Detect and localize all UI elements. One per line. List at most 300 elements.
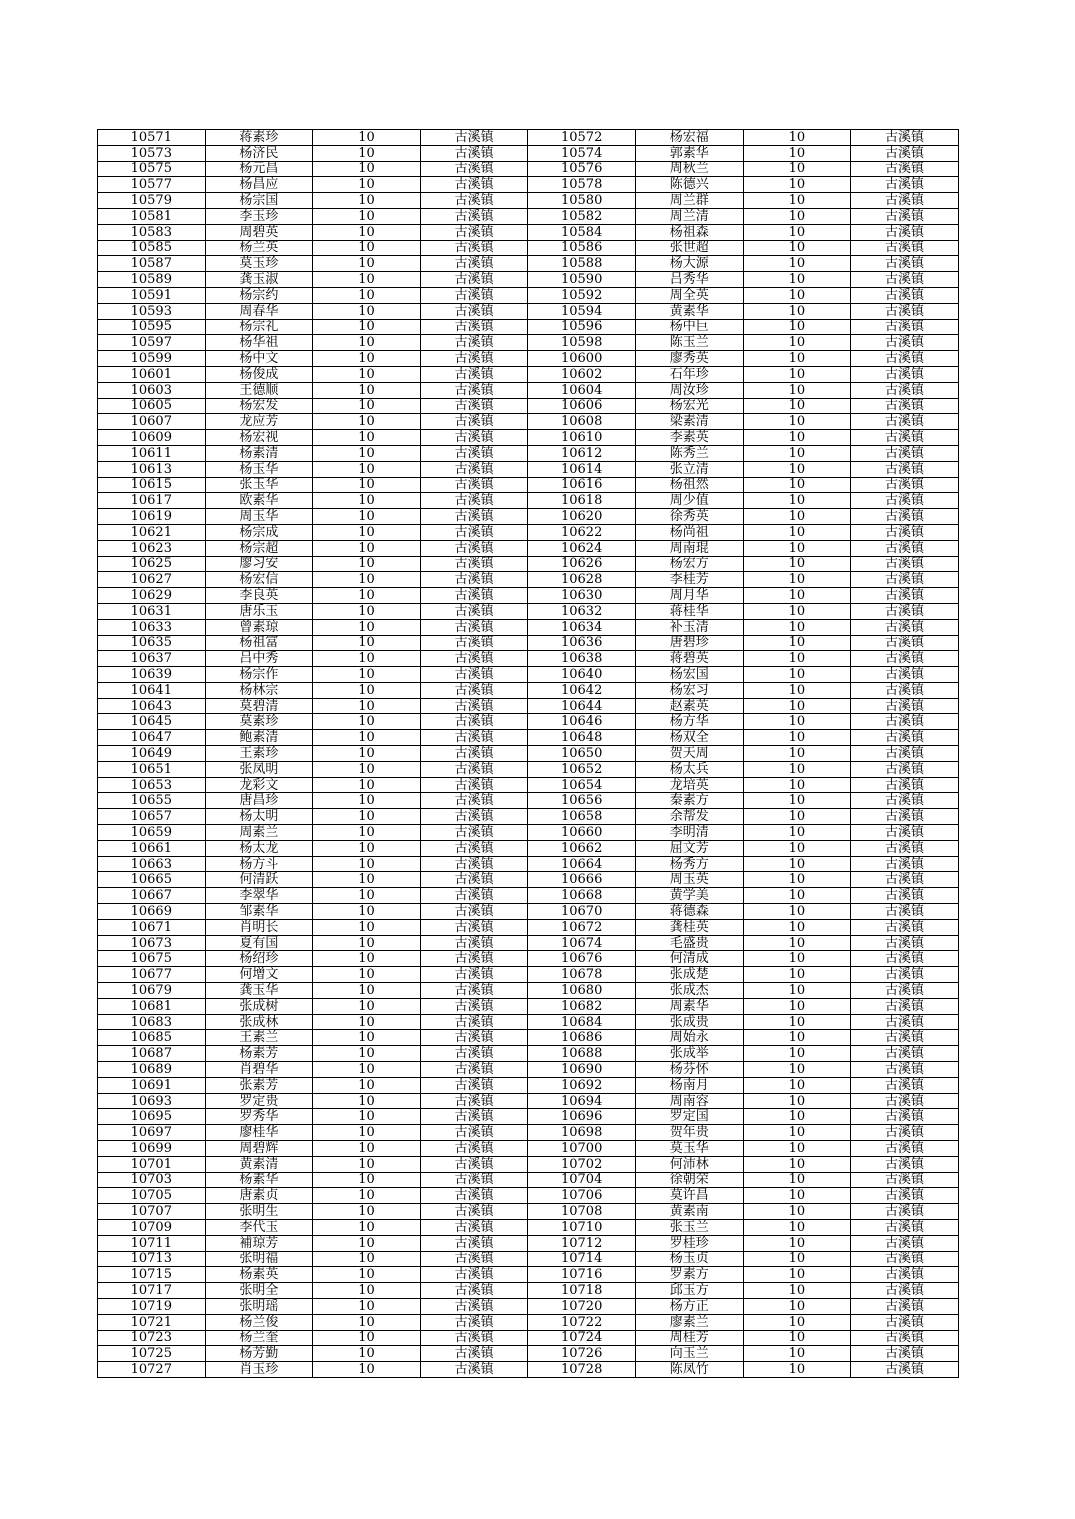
right-town-cell: 古溪镇 xyxy=(851,619,959,635)
left-town-cell: 古溪镇 xyxy=(420,445,528,461)
right-group-cell: 10 xyxy=(743,588,851,604)
right-group-cell: 10 xyxy=(743,1172,851,1188)
right-name-cell: 周桂芳 xyxy=(635,1330,743,1346)
left-name-cell: 杨宏视 xyxy=(205,430,313,446)
left-group-cell: 10 xyxy=(313,746,421,762)
right-name-cell: 廖秀英 xyxy=(635,351,743,367)
left-id-cell: 10719 xyxy=(98,1298,206,1314)
left-town-cell: 古溪镇 xyxy=(420,635,528,651)
table-row xyxy=(98,335,959,351)
left-group-cell: 10 xyxy=(313,714,421,730)
right-id-cell: 10600 xyxy=(528,351,636,367)
left-group-cell: 10 xyxy=(313,145,421,161)
right-name-cell: 秦素方 xyxy=(635,793,743,809)
left-group-cell: 10 xyxy=(313,856,421,872)
left-id-cell: 10579 xyxy=(98,193,206,209)
right-name-cell: 杨秀方 xyxy=(635,856,743,872)
table-row xyxy=(98,1109,959,1125)
left-id-cell: 10685 xyxy=(98,1030,206,1046)
right-group-cell: 10 xyxy=(743,477,851,493)
left-town-cell: 古溪镇 xyxy=(420,1014,528,1030)
table-row xyxy=(98,1362,959,1378)
right-group-cell: 10 xyxy=(743,730,851,746)
right-town-cell: 古溪镇 xyxy=(851,224,959,240)
right-town-cell: 古溪镇 xyxy=(851,1062,959,1078)
left-name-cell: 補琼芳 xyxy=(205,1235,313,1251)
left-town-cell: 古溪镇 xyxy=(420,1330,528,1346)
left-id-cell: 10689 xyxy=(98,1062,206,1078)
table-row xyxy=(98,698,959,714)
right-id-cell: 10714 xyxy=(528,1251,636,1267)
table-row xyxy=(98,256,959,272)
right-town-cell: 古溪镇 xyxy=(851,130,959,146)
right-name-cell: 杨宏国 xyxy=(635,667,743,683)
left-name-cell: 张明瑶 xyxy=(205,1298,313,1314)
right-group-cell: 10 xyxy=(743,145,851,161)
right-town-cell: 古溪镇 xyxy=(851,588,959,604)
right-name-cell: 杨太兵 xyxy=(635,761,743,777)
left-name-cell: 杨素华 xyxy=(205,1172,313,1188)
right-id-cell: 10700 xyxy=(528,1141,636,1157)
left-name-cell: 唐昌珍 xyxy=(205,793,313,809)
left-name-cell: 杨宗国 xyxy=(205,193,313,209)
right-id-cell: 10678 xyxy=(528,967,636,983)
right-name-cell: 张玉兰 xyxy=(635,1219,743,1235)
right-group-cell: 10 xyxy=(743,1014,851,1030)
right-name-cell: 陈德兴 xyxy=(635,177,743,193)
left-group-cell: 10 xyxy=(313,1362,421,1378)
right-group-cell: 10 xyxy=(743,856,851,872)
left-id-cell: 10695 xyxy=(98,1109,206,1125)
left-group-cell: 10 xyxy=(313,1172,421,1188)
left-name-cell: 周碧英 xyxy=(205,224,313,240)
left-group-cell: 10 xyxy=(313,445,421,461)
right-id-cell: 10724 xyxy=(528,1330,636,1346)
right-name-cell: 向玉兰 xyxy=(635,1346,743,1362)
left-id-cell: 10621 xyxy=(98,524,206,540)
table-row xyxy=(98,145,959,161)
left-group-cell: 10 xyxy=(313,351,421,367)
left-name-cell: 肖玉珍 xyxy=(205,1362,313,1378)
left-town-cell: 古溪镇 xyxy=(420,998,528,1014)
table-row xyxy=(98,1172,959,1188)
table-row xyxy=(98,287,959,303)
left-town-cell: 古溪镇 xyxy=(420,967,528,983)
left-name-cell: 杨中文 xyxy=(205,351,313,367)
left-town-cell: 古溪镇 xyxy=(420,556,528,572)
left-id-cell: 10687 xyxy=(98,1046,206,1062)
left-name-cell: 张凤明 xyxy=(205,761,313,777)
right-name-cell: 贺年贵 xyxy=(635,1125,743,1141)
right-group-cell: 10 xyxy=(743,130,851,146)
right-id-cell: 10722 xyxy=(528,1314,636,1330)
right-town-cell: 古溪镇 xyxy=(851,998,959,1014)
left-group-cell: 10 xyxy=(313,1141,421,1157)
left-group-cell: 10 xyxy=(313,619,421,635)
right-group-cell: 10 xyxy=(743,445,851,461)
right-town-cell: 古溪镇 xyxy=(851,572,959,588)
right-name-cell: 周南琨 xyxy=(635,540,743,556)
left-group-cell: 10 xyxy=(313,1346,421,1362)
right-id-cell: 10676 xyxy=(528,951,636,967)
right-town-cell: 古溪镇 xyxy=(851,1251,959,1267)
right-town-cell: 古溪镇 xyxy=(851,430,959,446)
left-id-cell: 10671 xyxy=(98,919,206,935)
right-town-cell: 古溪镇 xyxy=(851,777,959,793)
right-town-cell: 古溪镇 xyxy=(851,1109,959,1125)
right-group-cell: 10 xyxy=(743,682,851,698)
right-name-cell: 唐碧珍 xyxy=(635,635,743,651)
left-town-cell: 古溪镇 xyxy=(420,793,528,809)
right-id-cell: 10576 xyxy=(528,161,636,177)
right-id-cell: 10626 xyxy=(528,556,636,572)
left-id-cell: 10619 xyxy=(98,509,206,525)
left-name-cell: 杨宗礼 xyxy=(205,319,313,335)
left-id-cell: 10615 xyxy=(98,477,206,493)
left-group-cell: 10 xyxy=(313,256,421,272)
left-id-cell: 10693 xyxy=(98,1093,206,1109)
right-name-cell: 周汝珍 xyxy=(635,382,743,398)
right-id-cell: 10658 xyxy=(528,809,636,825)
right-id-cell: 10662 xyxy=(528,840,636,856)
left-id-cell: 10711 xyxy=(98,1235,206,1251)
right-id-cell: 10712 xyxy=(528,1235,636,1251)
table-row xyxy=(98,1298,959,1314)
left-group-cell: 10 xyxy=(313,651,421,667)
right-id-cell: 10702 xyxy=(528,1156,636,1172)
right-id-cell: 10578 xyxy=(528,177,636,193)
right-name-cell: 蒋碧英 xyxy=(635,651,743,667)
right-town-cell: 古溪镇 xyxy=(851,651,959,667)
right-group-cell: 10 xyxy=(743,809,851,825)
table-row xyxy=(98,1219,959,1235)
left-id-cell: 10601 xyxy=(98,366,206,382)
left-name-cell: 莫素珍 xyxy=(205,714,313,730)
table-row xyxy=(98,303,959,319)
right-group-cell: 10 xyxy=(743,1251,851,1267)
right-town-cell: 古溪镇 xyxy=(851,382,959,398)
left-name-cell: 曾素琼 xyxy=(205,619,313,635)
left-id-cell: 10701 xyxy=(98,1156,206,1172)
table-row xyxy=(98,1235,959,1251)
left-name-cell: 龚玉华 xyxy=(205,983,313,999)
right-name-cell: 张世超 xyxy=(635,240,743,256)
left-id-cell: 10575 xyxy=(98,161,206,177)
right-id-cell: 10582 xyxy=(528,208,636,224)
right-id-cell: 10624 xyxy=(528,540,636,556)
table-row xyxy=(98,793,959,809)
right-group-cell: 10 xyxy=(743,872,851,888)
left-group-cell: 10 xyxy=(313,888,421,904)
left-group-cell: 10 xyxy=(313,1251,421,1267)
right-town-cell: 古溪镇 xyxy=(851,809,959,825)
right-id-cell: 10616 xyxy=(528,477,636,493)
right-town-cell: 古溪镇 xyxy=(851,1046,959,1062)
right-group-cell: 10 xyxy=(743,1188,851,1204)
left-name-cell: 何清跃 xyxy=(205,872,313,888)
left-id-cell: 10663 xyxy=(98,856,206,872)
left-id-cell: 10573 xyxy=(98,145,206,161)
left-id-cell: 10657 xyxy=(98,809,206,825)
left-town-cell: 古溪镇 xyxy=(420,524,528,540)
table-row xyxy=(98,856,959,872)
left-town-cell: 古溪镇 xyxy=(420,1046,528,1062)
left-town-cell: 古溪镇 xyxy=(420,856,528,872)
left-name-cell: 张成树 xyxy=(205,998,313,1014)
right-group-cell: 10 xyxy=(743,1283,851,1299)
table-row xyxy=(98,366,959,382)
right-town-cell: 古溪镇 xyxy=(851,1156,959,1172)
left-name-cell: 廖桂华 xyxy=(205,1125,313,1141)
left-name-cell: 张明福 xyxy=(205,1251,313,1267)
left-id-cell: 10725 xyxy=(98,1346,206,1362)
table-row xyxy=(98,445,959,461)
right-town-cell: 古溪镇 xyxy=(851,1267,959,1283)
left-name-cell: 杨宗约 xyxy=(205,287,313,303)
right-name-cell: 周秋兰 xyxy=(635,161,743,177)
right-group-cell: 10 xyxy=(743,698,851,714)
right-id-cell: 10696 xyxy=(528,1109,636,1125)
right-id-cell: 10694 xyxy=(528,1093,636,1109)
right-id-cell: 10692 xyxy=(528,1077,636,1093)
left-town-cell: 古溪镇 xyxy=(420,224,528,240)
left-group-cell: 10 xyxy=(313,1014,421,1030)
left-id-cell: 10723 xyxy=(98,1330,206,1346)
roster-table xyxy=(97,129,959,1378)
left-name-cell: 杨昌应 xyxy=(205,177,313,193)
roster-sheet xyxy=(97,129,959,1378)
left-town-cell: 古溪镇 xyxy=(420,1077,528,1093)
left-town-cell: 古溪镇 xyxy=(420,240,528,256)
right-group-cell: 10 xyxy=(743,303,851,319)
left-town-cell: 古溪镇 xyxy=(420,1062,528,1078)
left-name-cell: 杨方斗 xyxy=(205,856,313,872)
left-id-cell: 10691 xyxy=(98,1077,206,1093)
left-id-cell: 10587 xyxy=(98,256,206,272)
right-group-cell: 10 xyxy=(743,1156,851,1172)
left-name-cell: 杨祖富 xyxy=(205,635,313,651)
right-town-cell: 古溪镇 xyxy=(851,524,959,540)
left-id-cell: 10607 xyxy=(98,414,206,430)
left-group-cell: 10 xyxy=(313,509,421,525)
right-id-cell: 10666 xyxy=(528,872,636,888)
left-town-cell: 古溪镇 xyxy=(420,682,528,698)
right-group-cell: 10 xyxy=(743,177,851,193)
table-row xyxy=(98,1251,959,1267)
right-group-cell: 10 xyxy=(743,287,851,303)
right-id-cell: 10664 xyxy=(528,856,636,872)
right-name-cell: 张成举 xyxy=(635,1046,743,1062)
left-name-cell: 李良英 xyxy=(205,588,313,604)
right-id-cell: 10728 xyxy=(528,1362,636,1378)
right-group-cell: 10 xyxy=(743,746,851,762)
left-town-cell: 古溪镇 xyxy=(420,335,528,351)
right-group-cell: 10 xyxy=(743,193,851,209)
left-name-cell: 张明生 xyxy=(205,1204,313,1220)
left-name-cell: 李翠华 xyxy=(205,888,313,904)
right-id-cell: 10604 xyxy=(528,382,636,398)
left-name-cell: 张玉华 xyxy=(205,477,313,493)
right-group-cell: 10 xyxy=(743,556,851,572)
right-group-cell: 10 xyxy=(743,761,851,777)
right-town-cell: 古溪镇 xyxy=(851,840,959,856)
left-town-cell: 古溪镇 xyxy=(420,477,528,493)
left-town-cell: 古溪镇 xyxy=(420,430,528,446)
right-name-cell: 罗桂珍 xyxy=(635,1235,743,1251)
right-town-cell: 古溪镇 xyxy=(851,935,959,951)
right-id-cell: 10620 xyxy=(528,509,636,525)
right-id-cell: 10574 xyxy=(528,145,636,161)
table-row xyxy=(98,888,959,904)
left-id-cell: 10633 xyxy=(98,619,206,635)
left-name-cell: 杨素英 xyxy=(205,1267,313,1283)
right-group-cell: 10 xyxy=(743,493,851,509)
right-name-cell: 廖素兰 xyxy=(635,1314,743,1330)
right-town-cell: 古溪镇 xyxy=(851,919,959,935)
right-name-cell: 杨宏福 xyxy=(635,130,743,146)
left-group-cell: 10 xyxy=(313,477,421,493)
table-row xyxy=(98,825,959,841)
left-group-cell: 10 xyxy=(313,524,421,540)
right-name-cell: 张成杰 xyxy=(635,983,743,999)
left-id-cell: 10627 xyxy=(98,572,206,588)
right-name-cell: 李明清 xyxy=(635,825,743,841)
right-group-cell: 10 xyxy=(743,540,851,556)
left-name-cell: 杨兰俊 xyxy=(205,1314,313,1330)
right-name-cell: 杨宏方 xyxy=(635,556,743,572)
table-row xyxy=(98,619,959,635)
right-group-cell: 10 xyxy=(743,208,851,224)
table-row xyxy=(98,1188,959,1204)
right-id-cell: 10602 xyxy=(528,366,636,382)
right-name-cell: 杨方华 xyxy=(635,714,743,730)
left-name-cell: 杨林宗 xyxy=(205,682,313,698)
right-town-cell: 古溪镇 xyxy=(851,667,959,683)
left-name-cell: 杨兰英 xyxy=(205,240,313,256)
right-name-cell: 赵素英 xyxy=(635,698,743,714)
right-id-cell: 10584 xyxy=(528,224,636,240)
right-group-cell: 10 xyxy=(743,572,851,588)
right-id-cell: 10720 xyxy=(528,1298,636,1314)
left-name-cell: 莫碧清 xyxy=(205,698,313,714)
right-town-cell: 古溪镇 xyxy=(851,698,959,714)
table-row xyxy=(98,477,959,493)
left-group-cell: 10 xyxy=(313,414,421,430)
left-id-cell: 10617 xyxy=(98,493,206,509)
right-group-cell: 10 xyxy=(743,825,851,841)
table-row xyxy=(98,730,959,746)
left-town-cell: 古溪镇 xyxy=(420,572,528,588)
right-id-cell: 10704 xyxy=(528,1172,636,1188)
left-name-cell: 何增文 xyxy=(205,967,313,983)
left-id-cell: 10593 xyxy=(98,303,206,319)
table-row xyxy=(98,1330,959,1346)
left-group-cell: 10 xyxy=(313,1235,421,1251)
right-id-cell: 10634 xyxy=(528,619,636,635)
right-town-cell: 古溪镇 xyxy=(851,319,959,335)
left-name-cell: 罗定贵 xyxy=(205,1093,313,1109)
right-group-cell: 10 xyxy=(743,1093,851,1109)
table-row xyxy=(98,840,959,856)
right-name-cell: 何清成 xyxy=(635,951,743,967)
right-town-cell: 古溪镇 xyxy=(851,303,959,319)
left-name-cell: 周素兰 xyxy=(205,825,313,841)
right-name-cell: 杨祖森 xyxy=(635,224,743,240)
right-town-cell: 古溪镇 xyxy=(851,240,959,256)
left-name-cell: 黄素清 xyxy=(205,1156,313,1172)
right-town-cell: 古溪镇 xyxy=(851,1314,959,1330)
left-id-cell: 10637 xyxy=(98,651,206,667)
left-name-cell: 张素芳 xyxy=(205,1077,313,1093)
table-row xyxy=(98,1014,959,1030)
right-id-cell: 10708 xyxy=(528,1204,636,1220)
left-id-cell: 10625 xyxy=(98,556,206,572)
right-id-cell: 10598 xyxy=(528,335,636,351)
table-row xyxy=(98,1030,959,1046)
left-name-cell: 李代玉 xyxy=(205,1219,313,1235)
right-group-cell: 10 xyxy=(743,1109,851,1125)
left-town-cell: 古溪镇 xyxy=(420,667,528,683)
table-row xyxy=(98,161,959,177)
right-name-cell: 石年珍 xyxy=(635,366,743,382)
left-town-cell: 古溪镇 xyxy=(420,761,528,777)
left-group-cell: 10 xyxy=(313,461,421,477)
left-id-cell: 10639 xyxy=(98,667,206,683)
left-name-cell: 杨宗成 xyxy=(205,524,313,540)
left-id-cell: 10727 xyxy=(98,1362,206,1378)
left-town-cell: 古溪镇 xyxy=(420,1188,528,1204)
left-group-cell: 10 xyxy=(313,1109,421,1125)
right-group-cell: 10 xyxy=(743,619,851,635)
right-town-cell: 古溪镇 xyxy=(851,1125,959,1141)
right-town-cell: 古溪镇 xyxy=(851,1346,959,1362)
right-town-cell: 古溪镇 xyxy=(851,193,959,209)
left-id-cell: 10583 xyxy=(98,224,206,240)
left-town-cell: 古溪镇 xyxy=(420,398,528,414)
left-group-cell: 10 xyxy=(313,1093,421,1109)
right-group-cell: 10 xyxy=(743,224,851,240)
left-town-cell: 古溪镇 xyxy=(420,1235,528,1251)
table-row xyxy=(98,224,959,240)
left-name-cell: 杨宏发 xyxy=(205,398,313,414)
left-town-cell: 古溪镇 xyxy=(420,1362,528,1378)
right-id-cell: 10668 xyxy=(528,888,636,904)
right-group-cell: 10 xyxy=(743,1062,851,1078)
table-row xyxy=(98,1314,959,1330)
left-id-cell: 10611 xyxy=(98,445,206,461)
left-town-cell: 古溪镇 xyxy=(420,651,528,667)
right-id-cell: 10672 xyxy=(528,919,636,935)
left-town-cell: 古溪镇 xyxy=(420,351,528,367)
table-row xyxy=(98,130,959,146)
left-group-cell: 10 xyxy=(313,761,421,777)
right-group-cell: 10 xyxy=(743,714,851,730)
right-group-cell: 10 xyxy=(743,335,851,351)
left-town-cell: 古溪镇 xyxy=(420,540,528,556)
left-name-cell: 杨宏信 xyxy=(205,572,313,588)
left-name-cell: 杨宗作 xyxy=(205,667,313,683)
right-id-cell: 10686 xyxy=(528,1030,636,1046)
right-name-cell: 补玉清 xyxy=(635,619,743,635)
right-group-cell: 10 xyxy=(743,1141,851,1157)
right-group-cell: 10 xyxy=(743,635,851,651)
left-group-cell: 10 xyxy=(313,224,421,240)
right-town-cell: 古溪镇 xyxy=(851,1330,959,1346)
left-id-cell: 10707 xyxy=(98,1204,206,1220)
left-name-cell: 龙应芳 xyxy=(205,414,313,430)
left-town-cell: 古溪镇 xyxy=(420,1156,528,1172)
right-group-cell: 10 xyxy=(743,161,851,177)
